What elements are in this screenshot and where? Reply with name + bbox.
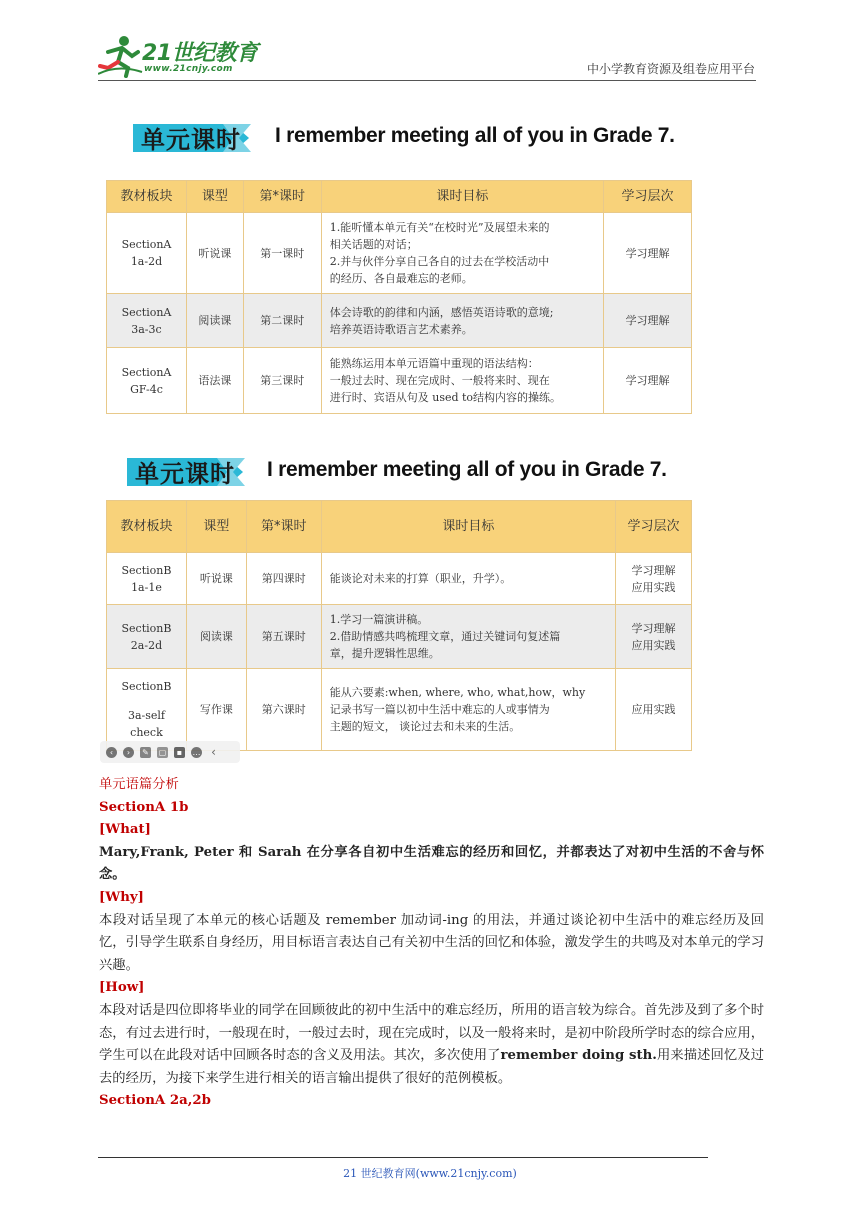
header-divider	[98, 80, 756, 81]
header-cell: 第*课时	[243, 181, 321, 213]
lesson-cell: 第四课时	[246, 553, 321, 605]
screen-icon[interactable]: ▢	[158, 747, 167, 757]
banner-badge-text: 单元课时	[141, 126, 241, 154]
prev-icon[interactable]: ‹	[106, 747, 117, 758]
table-header-row	[107, 501, 692, 553]
header-platform-text: 中小学教育资源及组卷应用平台	[586, 62, 755, 76]
how-label: [How]	[99, 980, 145, 996]
type-cell: 阅读课	[186, 605, 246, 669]
table-header-row	[107, 181, 692, 213]
lesson-cell: 第六课时	[246, 669, 321, 751]
header-cell: 课型	[186, 181, 243, 213]
module-cell: SectionA 3a-3c	[107, 294, 187, 348]
type-cell: 阅读课	[186, 294, 243, 348]
type-cell: 语法课	[186, 348, 243, 414]
header-cell: 课时目标	[321, 181, 603, 213]
more-icon[interactable]: …	[192, 747, 201, 757]
table-row	[107, 605, 692, 669]
table-row	[107, 669, 692, 751]
section-title: 单元语篇分析	[99, 777, 179, 792]
logo-text: 21世纪教育	[142, 41, 258, 66]
lesson-cell: 第一课时	[243, 213, 321, 294]
why-label: [Why]	[99, 889, 144, 905]
module-cell: SectionB 2a-2d	[107, 605, 187, 669]
table-row	[107, 294, 692, 348]
logo-url: www.21cnjy.com	[144, 64, 233, 74]
type-cell: 听说课	[186, 553, 246, 605]
header-cell: 课型	[186, 501, 246, 553]
what-label: [What]	[99, 822, 151, 838]
module-cell: SectionA GF-4c	[107, 348, 187, 414]
unit-banner-2	[127, 452, 687, 492]
header-cell: 课时目标	[321, 501, 615, 553]
header-cell: 教材板块	[107, 181, 187, 213]
goal-cell: 1.能听懂本单元有关“在校时光”及展望未来的 相关话题的对话； 2.并与伙伴分享自己各自的过去在学校活动中 的经历、各自最难忘的老师。	[321, 213, 603, 294]
lesson-cell: 第三课时	[243, 348, 321, 414]
footer-text: 21 世纪教育网(www.21cnjy.com)	[343, 1167, 517, 1180]
subsection-title: SectionA 2a,2b	[99, 1093, 211, 1109]
subsection-title: SectionA 1b	[99, 799, 189, 815]
lesson-cell: 第二课时	[243, 294, 321, 348]
runner-icon	[98, 34, 144, 78]
why-text: 本段对话呈现了本单元的核心话题及 remember 加动词-ing 的用法，并通过谈论初中生活中的难忘经历及回忆，引导学生联系自身经历，用目标语言表达自己有关初中生活的回忆和体验，激发学生的共鸣及对本单元的学习兴趣。	[99, 912, 764, 973]
header-cell: 第*课时	[246, 501, 321, 553]
goal-cell: 体会诗歌的韵律和内涵，感悟英语诗歌的意境; 培养英语诗歌语言艺术素养。	[321, 294, 603, 348]
level-cell: 学习理解	[604, 294, 692, 348]
lesson-table-1	[106, 180, 692, 414]
pen-icon[interactable]: ✎	[140, 747, 151, 758]
module-cell: SectionB 3a-self check	[107, 669, 187, 751]
viewer-toolbar	[100, 741, 240, 763]
collapse-icon[interactable]: ‹	[211, 744, 216, 759]
level-cell: 学习理解	[604, 213, 692, 294]
goal-cell: 能谈论对未来的打算（职业，升学）。	[321, 553, 615, 605]
level-cell: 学习理解 应用实践	[616, 553, 692, 605]
level-cell: 学习理解 应用实践	[616, 605, 692, 669]
goal-cell: 能熟练运用本单元语篇中重现的语法结构： 一般过去时、现在完成时、一般将来时、现在 进行时、宾语从句及 used to结构内容的操练。	[321, 348, 603, 414]
banner-title: I remember meeting all of you in Grade 7.	[275, 124, 675, 147]
table-row	[107, 213, 692, 294]
footer-divider	[98, 1157, 708, 1158]
banner-title: I remember meeting all of you in Grade 7.	[267, 458, 667, 481]
level-cell: 应用实践	[616, 669, 692, 751]
goal-cell: 1.学习一篇演讲稿。 2.借助情感共鸣梳理文章，通过关键词句复述篇 章，提升逻辑性思维。	[321, 605, 615, 669]
module-cell: SectionA 1a-2d	[107, 213, 187, 294]
type-cell: 写作课	[186, 669, 246, 751]
what-text: Mary,Frank, Peter 和 Sarah 在分享各自初中生活难忘的经历和回忆，并都表达了对初中生活的不舍与怀念。	[99, 844, 764, 883]
how-text: 本段对话是四位即将毕业的同学在回顾彼此的初中生活中的难忘经历，所用的语言较为综合。首先涉及到了多个时态，有过去进行时，一般现在时，一般过去时，现在完成时，以及一般将来时，是初中阶段所学时态的综合应用，学生可以在此段对话中回顾各时态的含义及用法。其次，多次使用了remember doing sth.用来描述回忆及过去的经历，为接下来学生进行相关的语言输出提供了很好的范例模板。	[99, 1002, 764, 1086]
goal-cell: 能从六要素:when, where, who, what,how，why 记录书写一篇以初中生活中难忘的人或事情为 主题的短文， 谈论过去和未来的生活。	[321, 669, 615, 751]
site-logo	[98, 34, 263, 82]
header-cell: 教材板块	[107, 501, 187, 553]
banner-badge-text: 单元课时	[135, 460, 235, 488]
header-cell: 学习层次	[604, 181, 692, 213]
next-icon[interactable]: ›	[123, 747, 134, 758]
level-cell: 学习理解	[604, 348, 692, 414]
unit-banner-1	[133, 118, 693, 158]
table-row	[107, 348, 692, 414]
module-cell: SectionB 1a-1e	[107, 553, 187, 605]
analysis-content	[99, 774, 764, 1113]
lesson-table-2	[106, 500, 692, 751]
lesson-cell: 第五课时	[246, 605, 321, 669]
table-row	[107, 553, 692, 605]
camera-icon[interactable]: ▪	[174, 747, 185, 758]
type-cell: 听说课	[186, 213, 243, 294]
header-cell: 学习层次	[616, 501, 692, 553]
